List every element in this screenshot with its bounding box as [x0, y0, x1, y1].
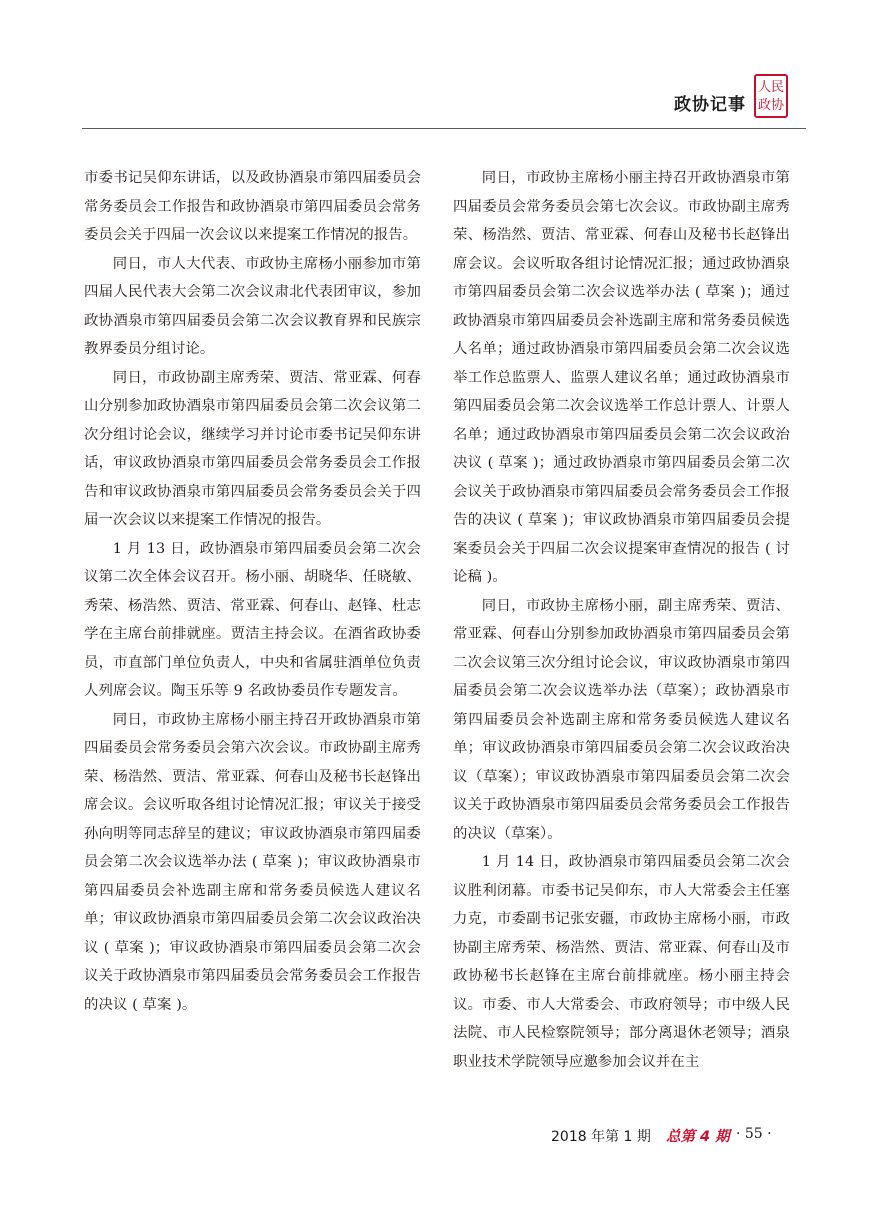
- seal-logo: [754, 74, 788, 118]
- paragraph: 1 月 13 日，政协酒泉市第四届委员会第二次会议第二次全体会议召开。杨小丽、胡晓华、任晓敏、秀荣、杨浩然、贾洁、常亚霖、何春山、赵锋、杜志学在主席台前排就座。贾洁主持会议。在酒省政协委员，市直部门单位负责人，中央和省属驻酒单位负责人列席会议。陶玉乐等 9 名政协委员作专题发言。: [84, 540, 421, 699]
- page-number: · 55 ·: [736, 1126, 772, 1142]
- paragraph: 同日，市政协主席杨小丽主持召开政协酒泉市第四届委员会常务委员会第六次会议。市政协副主席秀荣、杨浩然、贾洁、常亚霖、何春山及秘书长赵锋出席会议。会议听取各组讨论情况汇报；审议关于接受孙向明等同志辞呈的建议；审议政协酒泉市第四届委员会第二次会议选举办法 ( 草案 )；审议政协酒泉市第四届委员会补选副主席和常务委员候选人建议名单；审议政协酒泉市第四届委员会第二次会议政治决议 ( 草案 )；审议政协酒泉市第四届委员会第二次会议关于政协酒泉市第四届委员会常务委员会工作报告的决议 ( 草案 )。: [84, 711, 421, 1013]
- page-footer: [0, 1126, 884, 1150]
- serial-issue-label: 总第 4 期: [666, 1129, 730, 1145]
- page-header: [0, 72, 884, 130]
- paragraph: 同日，市人大代表、市政协主席杨小丽参加市第四届人民代表大会第二次会议肃北代表团审议，参加政协酒泉市第四届委员会第二次会议教育界和民族宗教界委员分组讨论。: [84, 255, 421, 357]
- seal-char: 民: [771, 79, 785, 95]
- right-column: [453, 164, 790, 1076]
- seal-char: 政: [758, 97, 772, 113]
- header-divider: [82, 128, 806, 129]
- paragraph: 同日，市政协主席杨小丽，副主席秀荣、贾洁、常亚霖、何春山分别参加政协酒泉市第四届委员会第二次会议第三次分组讨论会议，审议政协酒泉市第四届委员会第二次会议选举办法（草案）；政协酒泉市第四届委员会补选副主席和常务委员候选人建议名单；审议政协酒泉市第四届委员会第二次会议政治决议（草案）；审议政协酒泉市第四届委员会第二次会议关于政协酒泉市第四届委员会常务委员会工作报告的决议（草案）。: [453, 597, 790, 842]
- paragraph: 同日，市政协主席杨小丽主持召开政协酒泉市第四届委员会常务委员会第七次会议。市政协副主席秀荣、杨浩然、贾洁、常亚霖、何春山及秘书长赵锋出席会议。会议听取各组讨论情况汇报；通过政协酒泉市第四届委员会第二次会议选举办法 ( 草案 )；通过政协酒泉市第四届委员会补选副主席和常务委员候选人名单；通过政协酒泉市第四届委员会第二次会议选举工作总监票人、监票人建议名单；通过政协酒泉市第四届委员会第二次会议选举工作总计票人、计票人名单；通过政协酒泉市第四届委员会第二次会议政治决议 ( 草案 )；通过政协酒泉市第四届委员会第二次会议关于政协酒泉市第四届委员会常务委员会工作报告的决议 ( 草案 )；审议政协酒泉市第四届委员会提案委员会关于四届二次会议提案审查情况的报告 ( 讨论稿 )。: [453, 170, 790, 585]
- seal-char: 协: [771, 97, 785, 113]
- left-column: [84, 164, 421, 1019]
- section-title: 政协记事: [674, 95, 746, 115]
- seal-char: 人: [758, 79, 772, 95]
- paragraph: 市委书记吴仰东讲话，以及政协酒泉市第四届委员会常务委员会工作报告和政协酒泉市第四届委员会常务委员会关于四届一次会议以来提案工作情况的报告。: [84, 170, 421, 243]
- paragraph: 同日，市政协副主席秀荣、贾洁、常亚霖、何春山分别参加政协酒泉市第四届委员会第二次会议第二次分组讨论会议，继续学习并讨论市委书记吴仰东讲话，审议政协酒泉市第四届委员会常务委员会工作报告和审议政协酒泉市第四届委员会常务委员会关于四届一次会议以来提案工作情况的报告。: [84, 369, 421, 528]
- issue-label: 2018 年第 1 期: [551, 1129, 651, 1145]
- paragraph: 1 月 14 日，政协酒泉市第四届委员会第二次会议胜利闭幕。市委书记吴仰东，市人大常委会主任塞力克，市委副书记张安疆，市政协主席杨小丽，市政协副主席秀荣、杨浩然、贾洁、常亚霖、何春山及市政协秘书长赵锋在主席台前排就座。杨小丽主持会议。市委、市人大常委会、市政府领导；市中级人民法院、市人民检察院领导；部分离退休老领导；酒泉职业技术学院领导应邀参加会议并在主: [453, 854, 790, 1070]
